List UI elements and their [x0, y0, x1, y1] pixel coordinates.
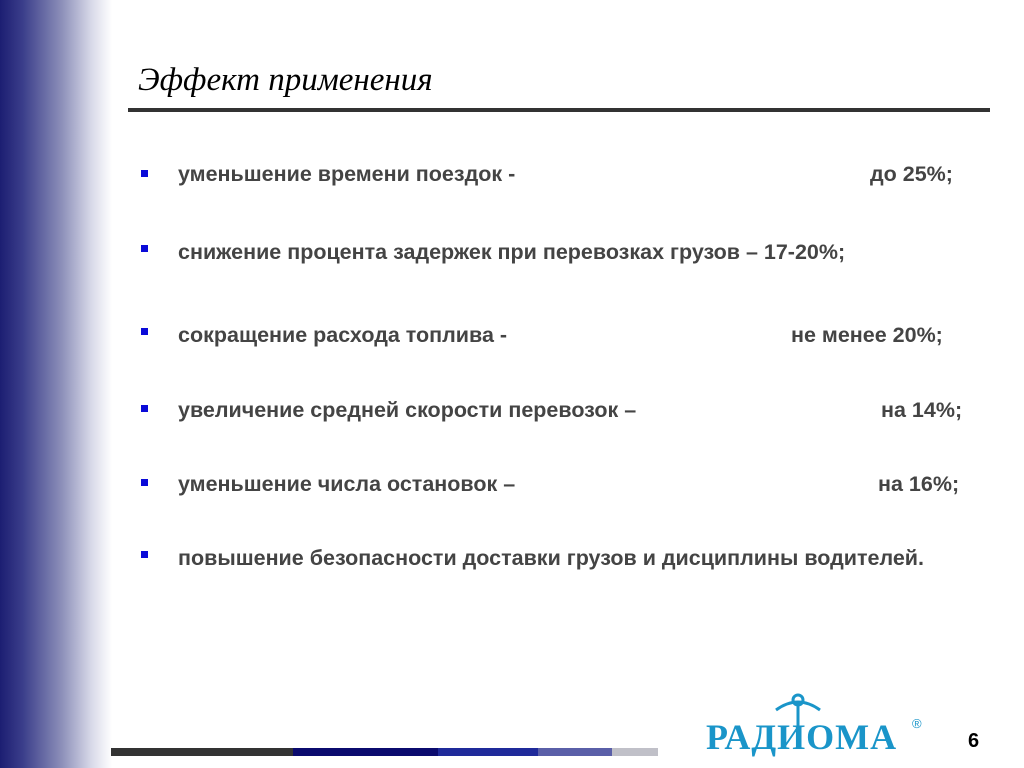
- bullet-item-trip-time: [0, 158, 1024, 218]
- bullet-item-safety: [0, 543, 1024, 613]
- bullet-marker: [141, 551, 148, 558]
- bullet-item-stops: [0, 468, 1024, 528]
- bullet-marker: [141, 405, 148, 412]
- slide-title: Эффект применения: [138, 62, 433, 98]
- footer-segment: [538, 748, 612, 756]
- title-underline: [128, 108, 990, 112]
- bullet-value: на 14%;: [881, 398, 963, 422]
- bullet-text: увеличение средней скорости перевозок –: [178, 398, 637, 422]
- registered-mark: ®: [912, 716, 922, 731]
- bullet-text: сокращение расхода топлива -: [178, 323, 508, 347]
- bullet-text: снижение процента задержек при перевозках грузов – 17-20%;: [178, 240, 846, 264]
- bullet-marker: [141, 328, 148, 335]
- logo-text: РАДИОМА: [706, 717, 898, 757]
- bullet-value: не менее 20%;: [791, 323, 943, 347]
- bullet-value: до 25%;: [870, 162, 953, 186]
- bullet-value: на 16%;: [878, 472, 960, 496]
- side-gradient-band: [0, 0, 112, 768]
- footer-segment: [111, 748, 293, 756]
- bullet-text: повышение безопасности доставки грузов и дисциплины водителей.: [178, 546, 924, 570]
- bullet-text: уменьшение числа остановок –: [178, 472, 516, 496]
- radioma-logo: [700, 690, 930, 758]
- bullet-marker: [141, 245, 148, 252]
- footer-segment: [612, 748, 658, 756]
- footer-segment: [438, 748, 538, 756]
- bullet-marker: [141, 479, 148, 486]
- bullet-item-fuel: [0, 319, 1024, 379]
- bullet-item-speed: [0, 394, 1024, 454]
- bullet-item-delays: [0, 236, 1024, 296]
- bullet-marker: [141, 170, 148, 177]
- footer-segment: [293, 748, 438, 756]
- page-number: 6: [968, 730, 980, 752]
- bullet-text: уменьшение времени поездок -: [178, 162, 516, 186]
